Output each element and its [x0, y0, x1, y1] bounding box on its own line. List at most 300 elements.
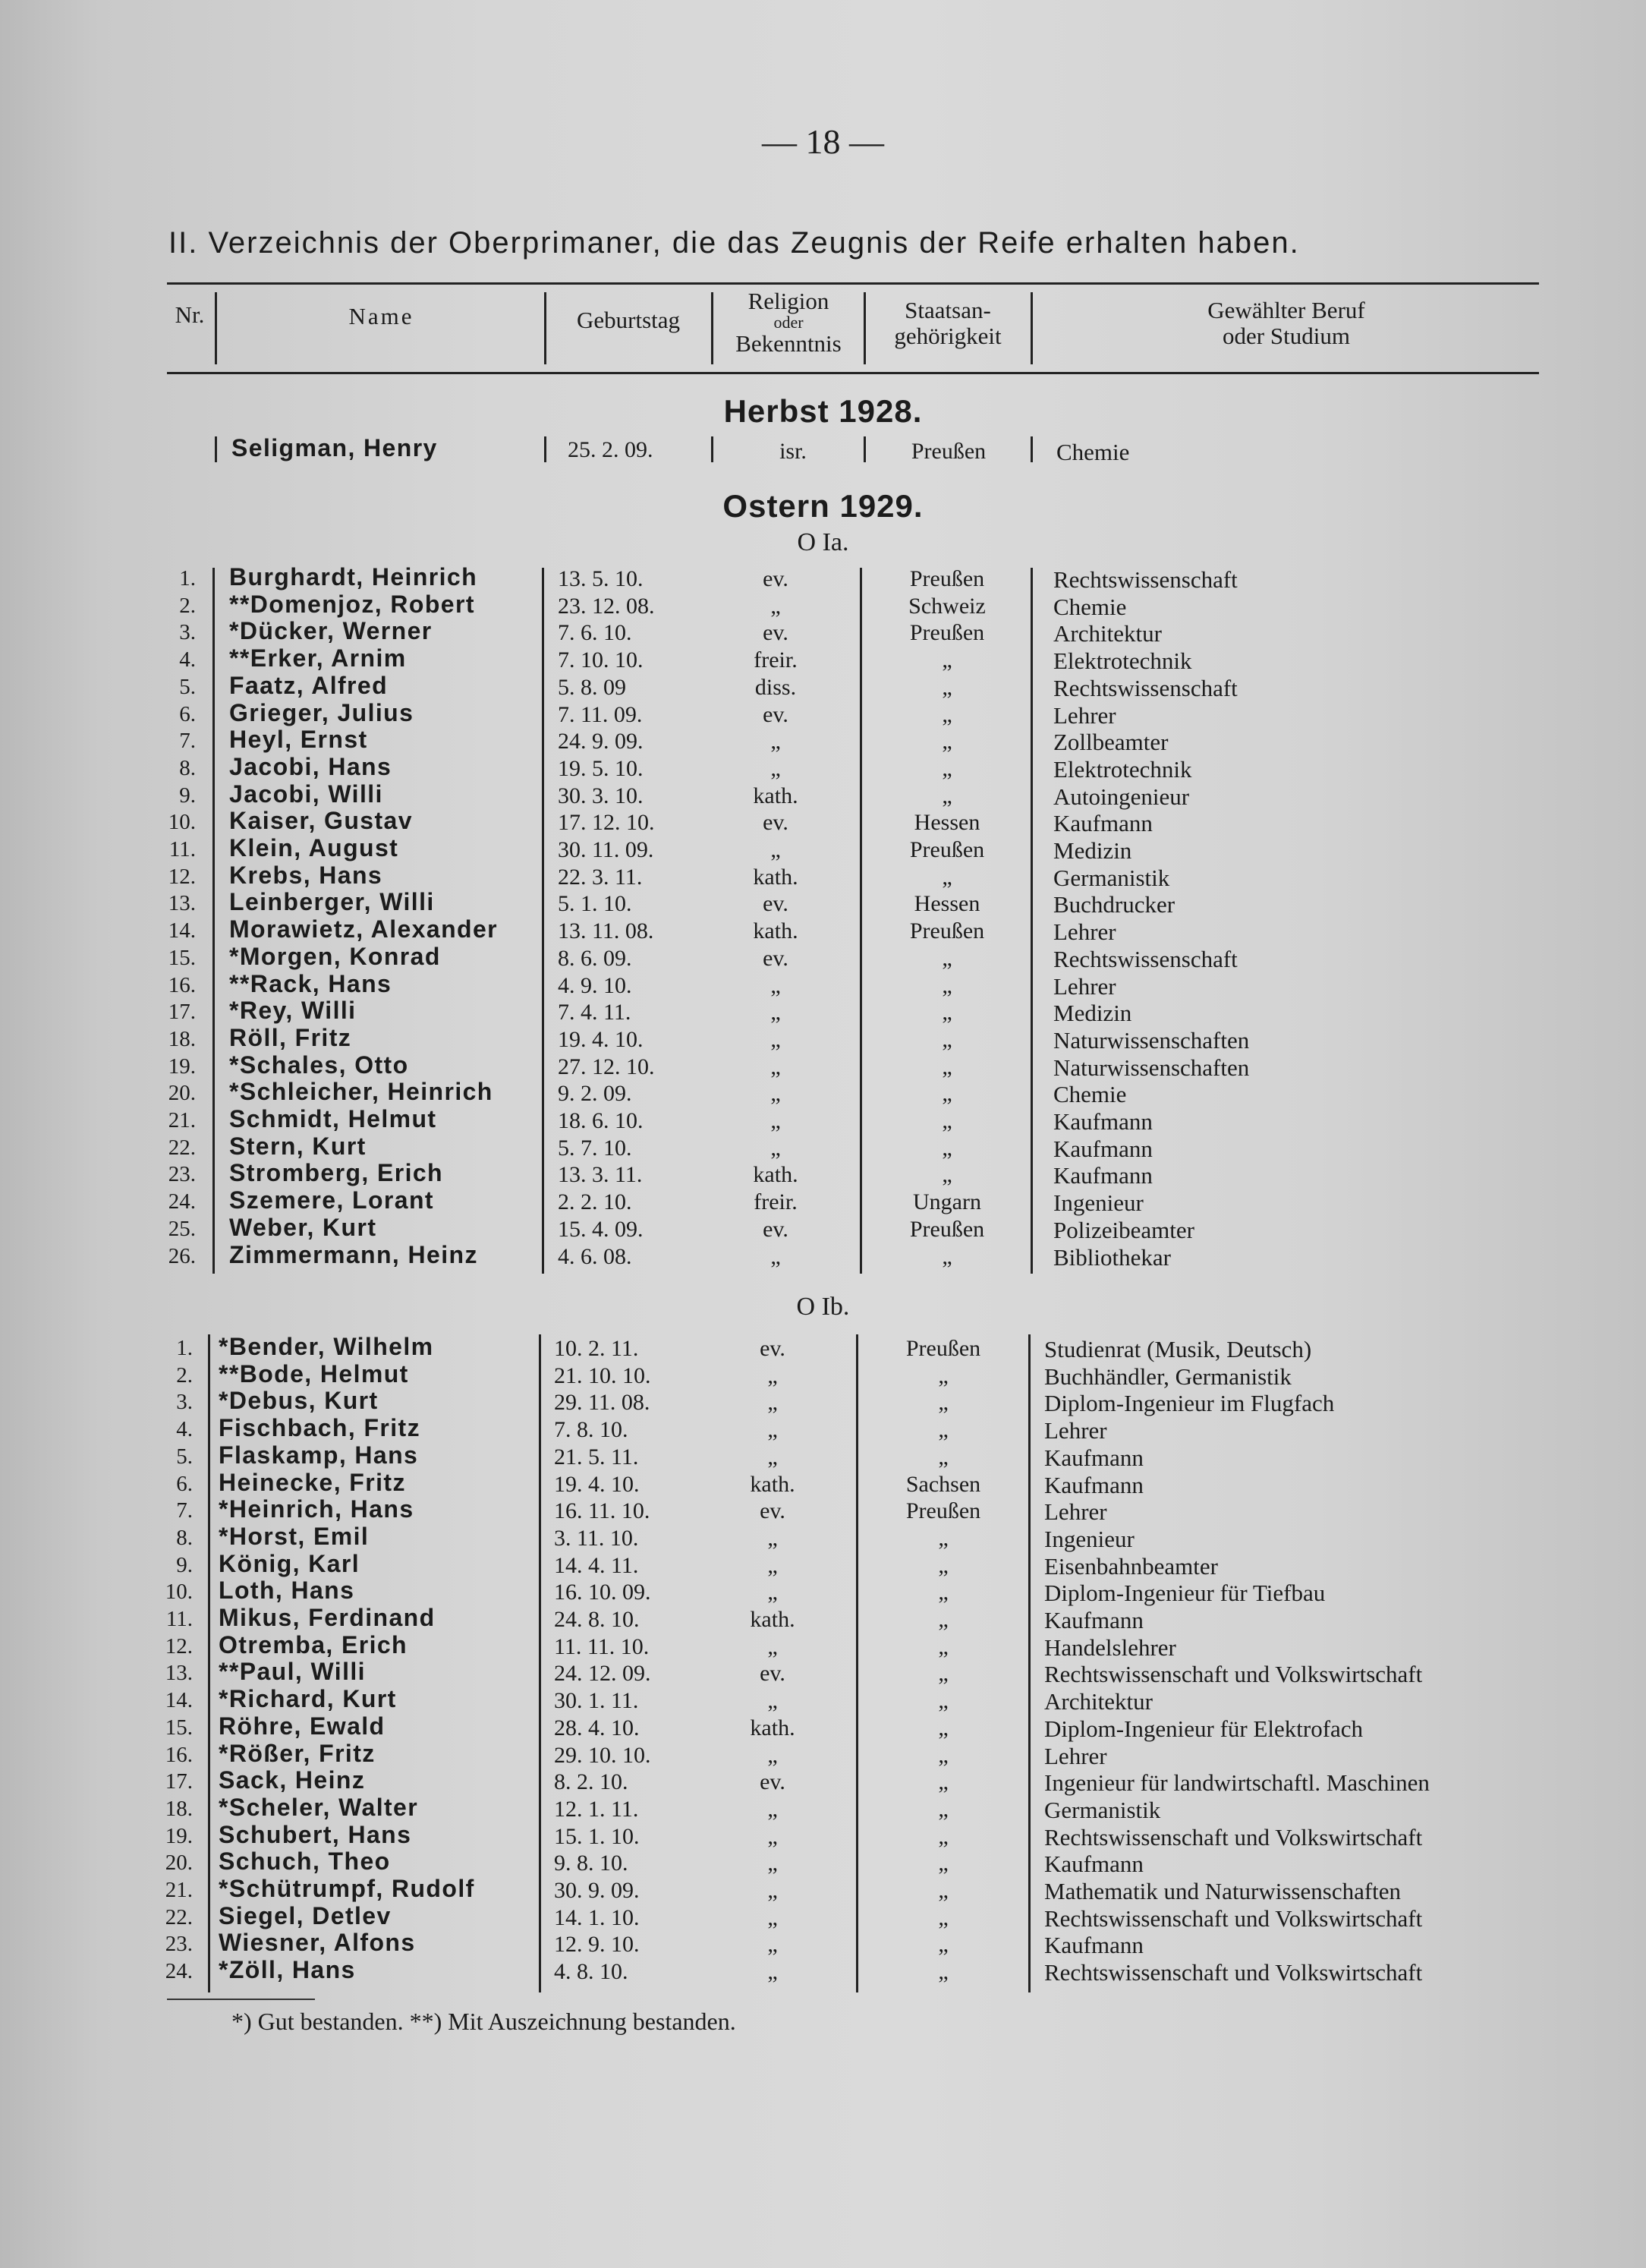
- class-title-oib: O Ib.: [796, 1293, 850, 1321]
- student-birthday: 21. 10. 10.: [554, 1362, 651, 1388]
- student-beruf: Chemie: [1056, 439, 1130, 465]
- row-number: 17.: [168, 1000, 196, 1025]
- student-name: *Morgen, Konrad: [229, 942, 441, 970]
- student-beruf: Buchhändler, Germanistik: [1044, 1362, 1292, 1390]
- student-religion: „: [767, 1552, 778, 1578]
- student-state: „: [942, 945, 952, 971]
- column-rule: [1031, 568, 1033, 1274]
- student-beruf: Zollbeamter: [1053, 729, 1169, 756]
- student-name: Klein, August: [229, 834, 399, 862]
- student-name: Heinecke, Fritz: [219, 1468, 406, 1496]
- row-number: 8.: [176, 1525, 193, 1550]
- student-religion: „: [770, 755, 781, 781]
- student-name: **Erker, Arnim: [229, 644, 407, 673]
- header-top-rule: [167, 282, 1539, 285]
- student-name: *Zöll, Hans: [219, 1956, 356, 1984]
- student-religion: kath.: [753, 1162, 798, 1188]
- student-birthday: 29. 11. 08.: [554, 1390, 650, 1416]
- row-number: 18.: [168, 1026, 196, 1051]
- row-number: 2.: [176, 1362, 193, 1388]
- student-name: Faatz, Alfred: [229, 671, 389, 699]
- student-state: „: [938, 1552, 949, 1578]
- student-religion: „: [767, 1904, 778, 1930]
- student-name: Flaskamp, Hans: [219, 1441, 419, 1469]
- row-number: 4.: [179, 647, 196, 673]
- student-beruf: Chemie: [1053, 593, 1127, 620]
- column-header-beruf-line2: oder Studium: [1223, 323, 1350, 349]
- footnote: *) Gut bestanden. **) Mit Auszeichnung bestanden.: [231, 2008, 736, 2035]
- student-name: *Scheler, Walter: [219, 1793, 419, 1821]
- student-religion: diss.: [754, 674, 797, 700]
- student-beruf: Buchdrucker: [1053, 891, 1175, 918]
- column-header-religion: [715, 288, 862, 357]
- student-beruf: Naturwissenschaften: [1053, 1054, 1250, 1081]
- row-number: 20.: [168, 1081, 196, 1106]
- header-divider: [544, 292, 546, 364]
- row-number: 11.: [168, 837, 196, 862]
- student-birthday: 30. 1. 11.: [554, 1688, 639, 1714]
- header-divider: [215, 292, 217, 364]
- student-religion: „: [767, 1932, 778, 1958]
- student-state: „: [938, 1444, 949, 1469]
- student-religion: „: [767, 1688, 778, 1714]
- student-religion: „: [770, 1081, 781, 1107]
- student-beruf: Lehrer: [1044, 1498, 1107, 1526]
- student-birthday: 29. 10. 10.: [554, 1742, 651, 1768]
- student-beruf: Mathematik und Naturwissenschaften: [1044, 1878, 1402, 1904]
- student-birthday: 18. 6. 10.: [558, 1108, 644, 1133]
- column-header-religion-line1: Religion: [747, 288, 829, 314]
- student-beruf: Handelslehrer: [1044, 1633, 1176, 1661]
- student-birthday: 16. 11. 10.: [554, 1498, 650, 1524]
- student-beruf: Elektrotechnik: [1053, 755, 1192, 783]
- row-number: 24.: [168, 1189, 196, 1214]
- row-number: 2.: [179, 593, 196, 618]
- student-religion: „: [767, 1878, 778, 1903]
- student-name: Leinberger, Willi: [229, 888, 435, 916]
- row-number: 21.: [165, 1878, 193, 1902]
- student-name: *Horst, Emil: [219, 1522, 370, 1550]
- student-birthday: 7. 10. 10.: [558, 647, 644, 673]
- student-state: Preußen: [909, 1216, 985, 1242]
- student-birthday: 13. 11. 08.: [558, 918, 654, 944]
- student-state: „: [938, 1417, 949, 1443]
- student-beruf: Rechtswissenschaft und Volkswirtschaft: [1044, 1904, 1423, 1932]
- student-state: „: [942, 1135, 952, 1161]
- student-birthday: 4. 8. 10.: [554, 1959, 628, 1985]
- student-state: Sachsen: [905, 1471, 981, 1497]
- row-number: 15.: [165, 1715, 193, 1740]
- student-name: *Debus, Kurt: [219, 1387, 379, 1415]
- student-birthday: 22. 3. 11.: [558, 864, 643, 890]
- student-beruf: Kaufmann: [1044, 1471, 1144, 1498]
- student-state: „: [938, 1904, 949, 1930]
- row-number: 22.: [168, 1135, 196, 1160]
- student-name: Krebs, Hans: [229, 861, 383, 889]
- header-bottom-rule: [167, 372, 1539, 374]
- student-beruf: Bibliothekar: [1053, 1243, 1171, 1271]
- column-rule: [539, 1334, 541, 1992]
- student-religion: „: [767, 1742, 778, 1768]
- student-state: Hessen: [914, 810, 980, 836]
- student-birthday: 30. 11. 09.: [558, 837, 654, 862]
- row-divider: [544, 436, 546, 462]
- student-religion: kath.: [750, 1471, 795, 1497]
- student-beruf: Kaufmann: [1053, 1108, 1153, 1135]
- student-state: Preußen: [911, 439, 987, 464]
- student-name: Heyl, Ernst: [229, 726, 368, 754]
- student-religion: „: [767, 1525, 778, 1551]
- student-name: *Dücker, Werner: [229, 617, 433, 645]
- student-religion: kath.: [750, 1607, 795, 1632]
- student-name: Schuch, Theo: [219, 1847, 391, 1876]
- student-religion: freir.: [754, 1189, 798, 1215]
- column-rule: [212, 568, 215, 1274]
- header-divider: [711, 292, 713, 364]
- student-birthday: 14. 4. 11.: [554, 1552, 639, 1578]
- row-number: 10.: [165, 1580, 193, 1605]
- student-name: **Paul, Willi: [219, 1658, 366, 1686]
- student-religion: „: [770, 1000, 781, 1025]
- column-rule: [856, 1334, 858, 1992]
- student-state: „: [942, 755, 952, 781]
- row-number: 24.: [165, 1959, 193, 1984]
- student-beruf: Lehrer: [1053, 918, 1116, 946]
- student-state: „: [938, 1796, 949, 1822]
- student-religion: isr.: [779, 439, 807, 464]
- student-birthday: 4. 9. 10.: [558, 972, 632, 998]
- student-state: „: [938, 1959, 949, 1985]
- student-state: „: [938, 1932, 949, 1958]
- column-header-beruf-line1: Gewählter Beruf: [1207, 297, 1365, 323]
- student-state: Preußen: [909, 566, 985, 591]
- section-title-herbst: Herbst 1928.: [723, 393, 923, 429]
- row-number: 17.: [165, 1769, 193, 1794]
- student-religion: ev.: [763, 810, 788, 836]
- student-birthday: 9. 2. 09.: [558, 1081, 632, 1107]
- student-state: „: [938, 1633, 949, 1659]
- page-number: — 18 —: [762, 122, 884, 161]
- student-birthday: 19. 4. 10.: [554, 1471, 640, 1497]
- student-state: Preußen: [909, 620, 985, 646]
- student-religion: ev.: [763, 891, 788, 917]
- student-beruf: Germanistik: [1044, 1796, 1161, 1823]
- student-beruf: Diplom-Ingenieur für Tiefbau: [1044, 1580, 1326, 1607]
- student-beruf: Rechtswissenschaft: [1053, 566, 1238, 593]
- row-number: 12.: [165, 1633, 193, 1658]
- student-state: „: [938, 1525, 949, 1551]
- student-birthday: 30. 9. 09.: [554, 1878, 640, 1903]
- student-beruf: Germanistik: [1053, 864, 1170, 891]
- student-name: König, Karl: [219, 1549, 360, 1577]
- column-header-state-line2: gehörigkeit: [894, 323, 1002, 349]
- row-number: 15.: [168, 945, 196, 970]
- student-name: **Rack, Hans: [229, 969, 392, 997]
- student-beruf: Eisenbahnbeamter: [1044, 1552, 1218, 1580]
- row-number: 25.: [168, 1216, 196, 1241]
- student-beruf: Kaufmann: [1044, 1444, 1144, 1471]
- row-number: 23.: [168, 1162, 196, 1187]
- student-beruf: Architektur: [1044, 1688, 1153, 1715]
- student-birthday: 28. 4. 10.: [554, 1715, 640, 1740]
- student-birthday: 7. 6. 10.: [558, 620, 632, 646]
- student-name: *Rey, Willi: [229, 997, 357, 1025]
- student-birthday: 15. 4. 09.: [558, 1216, 644, 1242]
- student-religion: ev.: [763, 945, 788, 971]
- student-beruf: Chemie: [1053, 1081, 1127, 1108]
- student-name: Kaiser, Gustav: [229, 807, 413, 835]
- student-beruf: Kaufmann: [1044, 1932, 1144, 1959]
- column-header-state: [867, 298, 1028, 349]
- header-divider: [864, 292, 866, 364]
- student-birthday: 13. 5. 10.: [558, 566, 644, 591]
- column-rule: [208, 1334, 210, 1992]
- row-number: 4.: [176, 1417, 193, 1442]
- student-state: „: [938, 1715, 949, 1740]
- student-name: **Bode, Helmut: [219, 1359, 409, 1388]
- student-name: Burghardt, Heinrich: [229, 563, 478, 591]
- student-birthday: 16. 10. 09.: [554, 1580, 651, 1605]
- student-name: *Schleicher, Heinrich: [229, 1078, 493, 1106]
- student-religion: ev.: [760, 1336, 785, 1361]
- student-birthday: 8. 6. 09.: [558, 945, 632, 971]
- row-divider: [711, 436, 713, 462]
- student-beruf: Polizeibeamter: [1053, 1216, 1194, 1243]
- student-name: Morawietz, Alexander: [229, 915, 499, 943]
- student-beruf: Medizin: [1053, 837, 1132, 864]
- row-number: 14.: [165, 1688, 193, 1713]
- student-state: „: [938, 1878, 949, 1903]
- student-beruf: Lehrer: [1044, 1742, 1107, 1769]
- student-state: „: [942, 674, 952, 700]
- student-beruf: Kaufmann: [1053, 810, 1153, 837]
- student-state: „: [938, 1851, 949, 1876]
- student-religion: „: [767, 1633, 778, 1659]
- student-state: Preußen: [909, 837, 985, 862]
- student-beruf: Kaufmann: [1044, 1851, 1144, 1878]
- student-beruf: Ingenieur: [1053, 1189, 1144, 1217]
- student-name: *Heinrich, Hans: [219, 1495, 414, 1523]
- row-number: 16.: [165, 1742, 193, 1767]
- student-name: *Richard, Kurt: [219, 1685, 397, 1713]
- student-name: Stern, Kurt: [229, 1132, 367, 1160]
- student-state: „: [938, 1580, 949, 1605]
- student-beruf: Lehrer: [1044, 1417, 1107, 1444]
- row-number: 19.: [165, 1823, 193, 1848]
- student-religion: kath.: [753, 783, 798, 808]
- student-name: Wiesner, Alfons: [219, 1929, 416, 1957]
- column-header-state-line1: Staatsan-: [905, 297, 991, 323]
- student-name: **Domenjoz, Robert: [229, 590, 475, 618]
- student-religion: ev.: [763, 566, 788, 591]
- student-beruf: Kaufmann: [1053, 1162, 1153, 1189]
- student-state: Preußen: [905, 1336, 981, 1361]
- page-heading: II. Verzeichnis der Oberprimaner, die das Zeugnis der Reife erhalten haben.: [168, 226, 1300, 260]
- column-header-religion-line2: Bekenntnis: [735, 330, 842, 357]
- student-birthday: 15. 1. 10.: [554, 1823, 640, 1849]
- student-beruf: Rechtswissenschaft: [1053, 674, 1238, 701]
- student-religion: kath.: [753, 918, 798, 944]
- student-religion: „: [767, 1823, 778, 1849]
- student-birthday: 5. 7. 10.: [558, 1135, 632, 1161]
- student-birthday: 24. 12. 09.: [554, 1661, 651, 1687]
- student-name: Röll, Fritz: [229, 1023, 352, 1051]
- row-number: 8.: [179, 755, 196, 780]
- student-religion: „: [767, 1796, 778, 1822]
- student-religion: kath.: [753, 864, 798, 890]
- student-name: Grieger, Julius: [229, 698, 414, 726]
- student-name: Seligman, Henry: [231, 434, 438, 461]
- student-beruf: Rechtswissenschaft und Volkswirtschaft: [1044, 1661, 1423, 1688]
- header-divider: [1031, 292, 1033, 364]
- row-number: 14.: [168, 918, 196, 943]
- student-name: *Bender, Wilhelm: [219, 1333, 434, 1360]
- student-religion: „: [770, 1108, 781, 1133]
- student-birthday: 8. 2. 10.: [554, 1769, 628, 1795]
- student-birthday: 11. 11. 10.: [554, 1633, 650, 1659]
- student-state: „: [942, 972, 952, 998]
- column-header-religion-oder: oder: [773, 313, 804, 332]
- student-religion: „: [770, 1026, 781, 1052]
- student-beruf: Naturwissenschaften: [1053, 1026, 1250, 1054]
- student-religion: „: [767, 1580, 778, 1605]
- row-number: 6.: [179, 701, 196, 726]
- student-beruf: Diplom-Ingenieur im Flugfach: [1044, 1390, 1335, 1417]
- student-birthday: 25. 2. 09.: [568, 437, 653, 462]
- student-beruf: Studienrat (Musik, Deutsch): [1044, 1336, 1312, 1362]
- column-header-nr: Nr.: [175, 301, 205, 328]
- column-header-beruf: [1036, 298, 1537, 349]
- student-state: Preußen: [909, 918, 985, 944]
- student-birthday: 12. 1. 11.: [554, 1796, 639, 1822]
- row-divider: [1031, 436, 1033, 462]
- student-religion: „: [767, 1959, 778, 1985]
- student-birthday: 7. 4. 11.: [558, 1000, 631, 1025]
- student-birthday: 10. 2. 11.: [554, 1336, 639, 1361]
- student-beruf: Ingenieur für landwirtschaftl. Maschinen: [1044, 1769, 1430, 1797]
- student-birthday: 3. 11. 10.: [554, 1525, 639, 1551]
- student-religion: „: [767, 1390, 778, 1416]
- student-beruf: Elektrotechnik: [1053, 647, 1192, 675]
- student-religion: „: [767, 1417, 778, 1443]
- student-state: „: [938, 1362, 949, 1388]
- student-birthday: 7. 11. 09.: [558, 701, 643, 727]
- student-religion: „: [770, 837, 781, 862]
- student-beruf: Autoingenieur: [1053, 783, 1190, 810]
- student-religion: „: [770, 972, 781, 998]
- student-name: *Rößer, Fritz: [219, 1739, 376, 1767]
- student-name: *Schales, Otto: [229, 1051, 409, 1079]
- student-state: „: [942, 1162, 952, 1188]
- student-birthday: 19. 5. 10.: [558, 755, 644, 781]
- student-name: Jacobi, Hans: [229, 752, 392, 780]
- student-birthday: 5. 8. 09: [558, 674, 626, 700]
- student-beruf: Medizin: [1053, 1000, 1132, 1027]
- student-beruf: Diplom-Ingenieur für Elektrofach: [1044, 1715, 1364, 1742]
- student-state: „: [942, 729, 952, 754]
- student-state: „: [942, 1108, 952, 1133]
- student-religion: „: [770, 1054, 781, 1079]
- student-religion: ev.: [763, 1216, 788, 1242]
- student-name: Otremba, Erich: [219, 1630, 408, 1658]
- student-state: „: [942, 864, 952, 890]
- row-number: 20.: [165, 1851, 193, 1876]
- student-state: „: [942, 1081, 952, 1107]
- column-rule: [542, 568, 544, 1274]
- student-state: „: [938, 1688, 949, 1714]
- student-name: Schubert, Hans: [219, 1820, 412, 1848]
- student-birthday: 7. 8. 10.: [554, 1417, 628, 1443]
- column-rule: [1028, 1334, 1031, 1992]
- row-number: 16.: [168, 972, 196, 997]
- student-birthday: 27. 12. 10.: [558, 1054, 655, 1079]
- student-religion: ev.: [763, 701, 788, 727]
- student-state: Ungarn: [913, 1189, 981, 1215]
- student-religion: ev.: [763, 620, 788, 646]
- student-birthday: 13. 3. 11.: [558, 1162, 643, 1188]
- student-beruf: Lehrer: [1053, 972, 1116, 1000]
- student-beruf: Rechtswissenschaft: [1053, 945, 1238, 972]
- row-number: 6.: [176, 1471, 193, 1496]
- student-name: Sack, Heinz: [219, 1766, 366, 1794]
- student-birthday: 14. 1. 10.: [554, 1904, 640, 1930]
- footnote-rule: [167, 1999, 315, 2000]
- student-beruf: Ingenieur: [1044, 1525, 1135, 1552]
- student-name: *Schütrumpf, Rudolf: [219, 1875, 475, 1902]
- student-name: Mikus, Ferdinand: [219, 1604, 436, 1631]
- row-number: 18.: [165, 1796, 193, 1821]
- row-number: 9.: [176, 1552, 193, 1577]
- row-number: 10.: [168, 810, 196, 835]
- student-birthday: 9. 8. 10.: [554, 1851, 628, 1876]
- row-number: 19.: [168, 1054, 196, 1079]
- student-birthday: 23. 12. 08.: [558, 593, 655, 619]
- student-state: „: [942, 1054, 952, 1079]
- student-state: „: [942, 701, 952, 727]
- student-beruf: Kaufmann: [1053, 1135, 1153, 1162]
- student-religion: „: [770, 1243, 781, 1269]
- student-name: Zimmermann, Heinz: [229, 1240, 478, 1268]
- student-religion: ev.: [760, 1498, 785, 1524]
- student-beruf: Rechtswissenschaft und Volkswirtschaft: [1044, 1959, 1423, 1986]
- row-number: 11.: [165, 1607, 193, 1631]
- student-name: Stromberg, Erich: [229, 1159, 444, 1187]
- student-state: „: [938, 1390, 949, 1416]
- row-number: 26.: [168, 1243, 196, 1268]
- student-birthday: 30. 3. 10.: [558, 783, 644, 808]
- column-header-name: Name: [348, 303, 414, 329]
- student-state: „: [942, 1243, 952, 1269]
- row-number: 21.: [168, 1108, 196, 1132]
- student-name: Siegel, Detlev: [219, 1901, 392, 1929]
- student-religion: „: [767, 1444, 778, 1469]
- row-number: 1.: [179, 566, 196, 591]
- row-divider: [215, 436, 217, 462]
- student-state: Hessen: [914, 891, 980, 917]
- student-beruf: Lehrer: [1053, 701, 1116, 729]
- row-number: 9.: [179, 783, 196, 808]
- student-birthday: 24. 9. 09.: [558, 729, 644, 754]
- student-state: „: [938, 1769, 949, 1795]
- student-birthday: 5. 1. 10.: [558, 891, 632, 917]
- row-number: 23.: [165, 1932, 193, 1957]
- student-name: Jacobi, Willi: [229, 780, 383, 808]
- column-header-birthday: Geburtstag: [576, 307, 681, 333]
- student-religion: „: [767, 1851, 778, 1876]
- student-state: Preußen: [905, 1498, 981, 1524]
- student-state: „: [938, 1661, 949, 1687]
- student-religion: „: [770, 1135, 781, 1161]
